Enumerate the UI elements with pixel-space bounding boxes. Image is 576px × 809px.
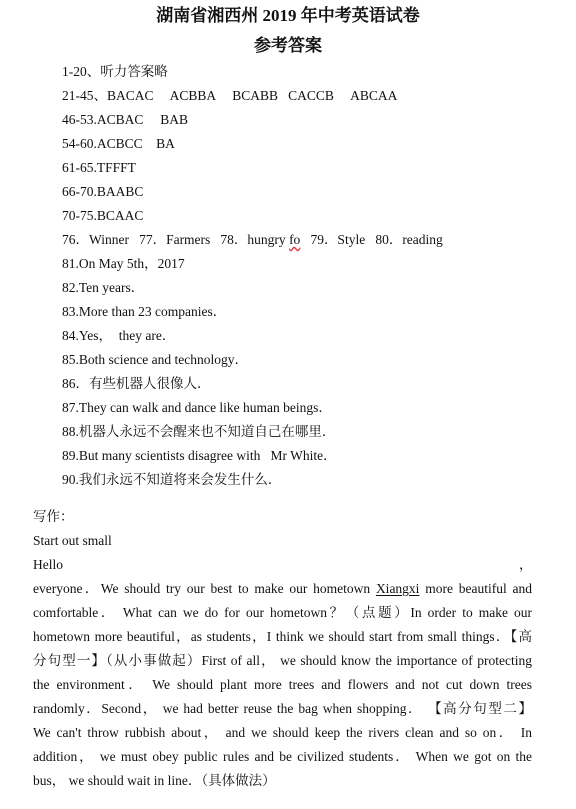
answer-line: 86．有些机器人很像人． [62,376,211,391]
answer-line-76 [62,232,443,248]
answer-76-text: 76．Winner 77．Farmers 78．hungry [62,232,290,247]
essay-line: 分句型一】（从小事做起）First of all， we should know the importance of protecting [33,653,532,668]
writing-label: 写作： [33,509,74,524]
answer-line: 83.More than 23 companies． [62,304,227,319]
essay-text: everyone．We should try our best to make our hometown [33,581,376,596]
answer-79-80-text: 79．Style 80．reading [300,232,443,247]
answer-line: 89.But many scientists disagree with Mr White． [62,448,337,463]
essay-line: the environment． We should plant more trees and flowers and not cut down trees [33,677,532,692]
answer-line: 61-65.TFFFT [62,160,136,175]
page-title: 湖南省湘西州 2019 年中考英语试卷 [156,6,420,25]
answer-line: 21-45、BACAC ACBBA BCABB CACCB ABCAA [62,88,398,103]
essay-line: randomly．Second， we had better reuse the bag when shopping． 【高分句型二】 [33,701,532,716]
page-subtitle: 参考答案 [254,36,322,55]
answer-line: 70-75.BCAAC [62,208,144,223]
spelling-flag: fo [289,232,301,247]
greeting-comma: ， [519,557,533,572]
answer-line: 46-53.ACBAC BAB [62,112,189,127]
essay-line: We can't throw rubbish about， and we should keep the rivers clean and so on． In [33,725,532,740]
essay-line: bus， we should wait in line．（具体做法） [33,773,276,788]
answer-line: 84.Yes， they are． [62,328,176,343]
answer-line: 87.They can walk and dance like human beings． [62,400,332,415]
essay-line: comfortable． What can we do for our hometown？（点题）In order to make our [33,605,532,620]
essay-line: hometown more beautiful，as students，I think we should start from small things．【高 [33,629,532,644]
answer-line: 82.Ten years． [62,280,145,295]
answer-line: 88.机器人永远不会醒来也不知道自己在哪里． [62,424,336,439]
answer-line: 1-20、听力答案略 [62,64,168,79]
essay-line [33,581,532,597]
essay-title: Start out small [33,533,112,548]
essay-line: addition， we must obey public rules and be civilized students． When we got on the [33,749,532,764]
essay-greeting: Hello [33,557,63,572]
underlined-xiangxi: Xiangxi [375,581,420,596]
answer-line: 85.Both science and technology． [62,352,248,367]
answer-line: 90.我们永远不知道将来会发生什么． [62,472,282,487]
answer-line: 81.On May 5th，2017 [62,256,185,271]
answer-line: 66-70.BAABC [62,184,144,199]
essay-text: more beautiful and [419,581,532,596]
answer-line: 54-60.ACBCC BA [62,136,175,151]
